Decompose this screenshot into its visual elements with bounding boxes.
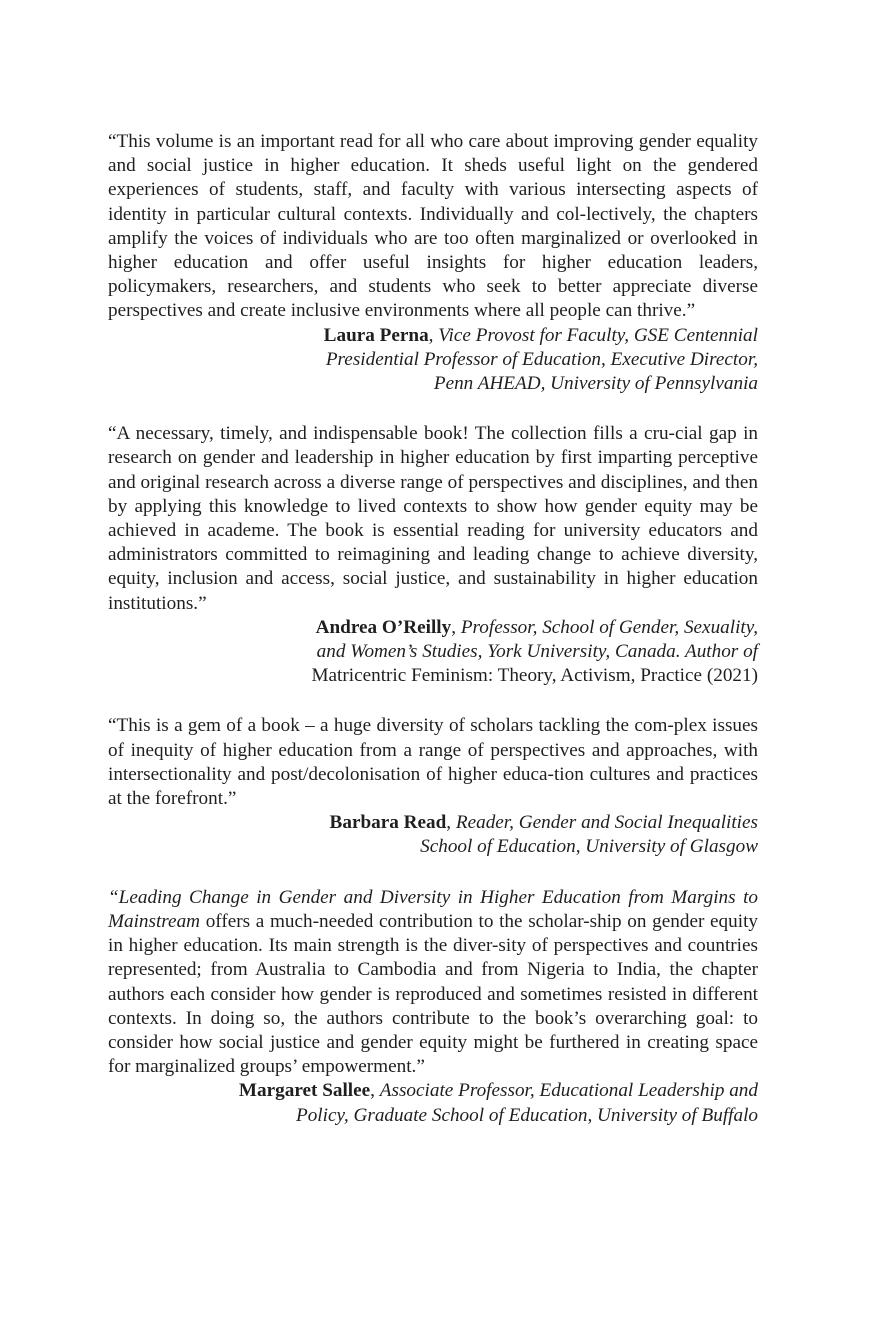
endorsement-attribution: Andrea O’Reilly, Professor, School of Gender, Sexuality, and Women’s Studies, York University, Canada. Author of Matricentric Feminism: Theory, Activism, Practice (2021) — [108, 616, 758, 689]
endorsement-attribution: Margaret Sallee, Associate Professor, Educational Leadership and Policy, Graduate School of Education, University of Buffalo — [108, 1079, 758, 1127]
endorser-role: Associate Professor, Educational Leadership and — [379, 1080, 758, 1102]
endorser-role: Vice Provost for Faculty, GSE Centennial — [438, 324, 758, 346]
endorser-name: Andrea O’Reilly — [315, 616, 452, 638]
endorsement-quote: “This is a gem of a book – a huge diversity of scholars tackling the com-plex issues of inequity of higher education from a range of perspectives and approaches, with intersectionality and post/decolonisation of higher educa-tion cultures and practices at the forefront.” — [108, 715, 758, 810]
endorsement-barbara-read — [108, 714, 758, 859]
endorsement-quote-text: offers a much-needed contribution to the scholar-ship on gender equity in higher education. Its main strength is the diver-sity of perspectives and countries represented; from Australia to Cambodia and from Nigeria to India, the chapter authors each consider how gender is reproduced and sometimes resisted in different contexts. In doing so, the authors contribute to the book’s overarching goal: to consider how social justice and gender equity might be furthered in creating space for marginalized groups’ empowerment.” — [108, 910, 758, 1078]
endorsement-andrea-oreilly — [108, 422, 758, 688]
endorser-role: Penn AHEAD, University of Pennsylvania — [433, 373, 758, 395]
endorser-name: Laura Perna — [323, 324, 429, 346]
endorser-book: Matricentric Feminism: Theory, Activism, Practice (2021) — [311, 665, 758, 687]
endorsement-quote: “This volume is an important read for all who care about improving gender equality and social justice in higher education. It sheds useful light on the gendered experiences of students, staff, and faculty with various intersecting aspects of identity in particular cultural contexts. Individually and col-lectively, the chapters amplify the voices of individuals who are too often marginalized or overlooked in higher education and offer useful insights for higher education leaders, policymakers, researchers, and students who seek to better appreciate diverse perspectives and create inclusive environments where all people can thrive.” — [108, 131, 758, 322]
endorser-role: School of Education, University of Glasgow — [420, 836, 758, 858]
endorser-role: Policy, Graduate School of Education, University of Buffalo — [295, 1104, 758, 1126]
endorser-role: Reader, Gender and Social Inequalities — [455, 812, 758, 834]
endorser-role: Professor, School of Gender, Sexuality, — [460, 616, 758, 638]
endorser-role: and Women’s Studies, York University, Canada. Author of — [316, 641, 758, 663]
endorser-name: Margaret Sallee — [238, 1080, 371, 1102]
book-title: “Leading Change in Gender and Diversity in Higher Education from Margins to Mainstream — [108, 886, 758, 932]
endorsement-attribution: Laura Perna, Vice Provost for Faculty, GSE Centennial Presidential Professor of Education, Executive Director, Penn AHEAD, University of Pennsylvania — [108, 324, 758, 397]
endorsement-attribution: Barbara Read, Reader, Gender and Social Inequalities School of Education, University of Glasgow — [108, 811, 758, 859]
endorsements-page — [108, 130, 758, 1154]
endorser-role: Presidential Professor of Education, Executive Director, — [325, 348, 758, 370]
endorsement-quote — [108, 886, 758, 1080]
endorsement-laura-perna — [108, 130, 758, 396]
endorsement-quote: “A necessary, timely, and indispensable book! The collection fills a cru-cial gap in research on gender and leadership in higher education by first imparting perceptive and original research across a diverse range of perspectives and disciplines, and then by applying this knowledge to lived contexts to show how gender equity may be achieved in academe. The book is essential reading for university educators and administrators committed to reimagining and leading change to achieve diversity, equity, inclusion and access, social justice, and sustainability in higher education institutions.” — [108, 423, 758, 614]
endorser-name: Barbara Read — [329, 812, 447, 834]
endorsement-margaret-sallee — [108, 886, 758, 1128]
